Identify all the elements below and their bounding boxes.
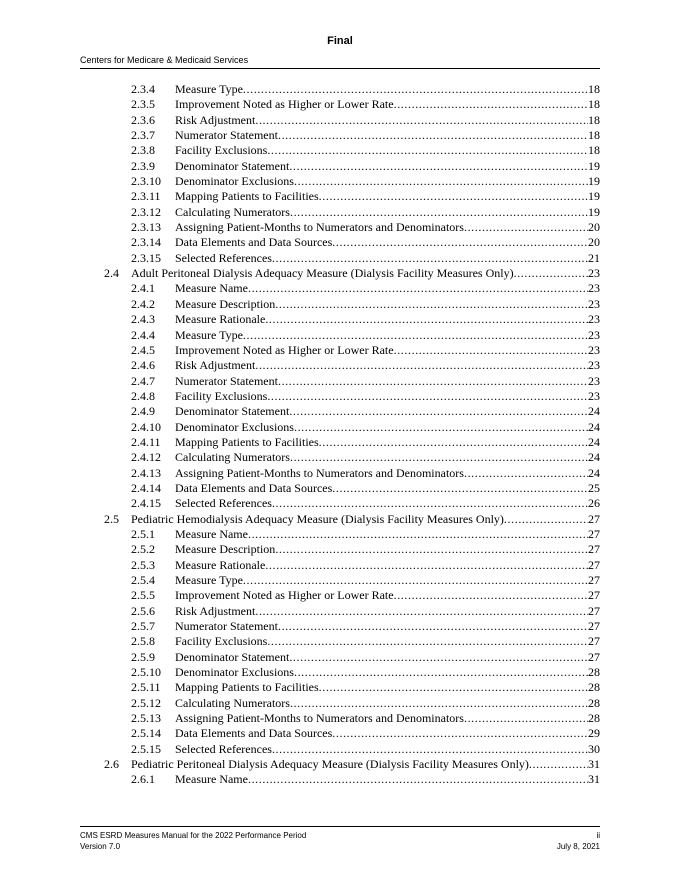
footer-date: July 8, 2021 (556, 842, 600, 851)
toc-dot-leader (278, 128, 588, 143)
toc-entry-title[interactable]: Data Elements and Data Sources (175, 480, 333, 495)
toc-entry-line (175, 281, 600, 296)
toc-dot-leader (290, 205, 588, 220)
toc-dot-leader (243, 82, 588, 97)
toc-entry[interactable] (0, 82, 680, 97)
toc-entry-number: 2.4.15 (131, 496, 161, 511)
toc-entry-number: 2.6 (104, 757, 119, 772)
toc-entry-page: 24 (588, 450, 600, 465)
toc-entry-line (131, 757, 600, 772)
toc-entry-title[interactable]: Measure Name (175, 772, 248, 787)
toc-entry-number: 2.4.7 (131, 373, 155, 388)
toc-entry-number: 2.4.12 (131, 450, 161, 465)
toc-dot-leader (332, 235, 588, 250)
toc-entry-title[interactable]: Facility Exclusions (175, 634, 268, 649)
toc-entry-page: 31 (588, 757, 600, 772)
toc-entry-line (175, 97, 600, 112)
toc-entry[interactable] (0, 281, 680, 296)
toc-entry-line (175, 481, 600, 496)
toc-dot-leader (332, 726, 588, 741)
toc-entry-line (175, 450, 600, 465)
toc-entry-number: 2.5.14 (131, 726, 161, 741)
toc-entry-title[interactable]: Mapping Patients to Facilities (175, 434, 319, 449)
toc-entry-line (175, 159, 600, 174)
toc-dot-leader (464, 711, 588, 726)
toc-entry[interactable] (0, 527, 680, 542)
toc-entry-title[interactable]: Measure Type (175, 573, 243, 587)
toc-entry-title[interactable]: Denominator Exclusions (175, 419, 294, 434)
toc-entry[interactable] (0, 97, 680, 112)
toc-dot-leader (248, 281, 588, 296)
toc-dot-leader (294, 420, 588, 435)
toc-entry-number: 2.5.15 (131, 741, 161, 756)
toc-dot-leader (514, 266, 588, 281)
toc-entry-page: 23 (588, 266, 600, 281)
toc-entry-number: 2.3.10 (131, 174, 161, 189)
toc-entry-title[interactable]: Adult Peritoneal Dialysis Adequacy Measure (Dialysis Facility Measures Only) (131, 266, 514, 281)
toc-entry-line (175, 143, 600, 158)
toc-entry-number: 2.5.3 (131, 557, 155, 572)
toc-dot-leader (290, 696, 588, 711)
toc-entry-page: 23 (588, 327, 600, 342)
toc-entry-title[interactable]: Numerator Statement (175, 373, 278, 388)
footer-divider (80, 826, 600, 827)
toc-entry[interactable] (0, 665, 680, 680)
toc-entry[interactable] (0, 742, 680, 757)
toc-entry-title[interactable]: Pediatric Hemodialysis Adequacy Measure (Dialysis Facility Measures Only) (131, 511, 504, 526)
toc-entry-line (175, 542, 600, 557)
footer-right (557, 830, 600, 852)
toc-entry-line (175, 328, 600, 343)
toc-entry-number: 2.4 (104, 266, 119, 281)
toc-entry-title[interactable]: Assigning Patient-Months to Numerators and Denominators (175, 465, 464, 480)
toc-entry-number: 2.5.2 (131, 542, 155, 557)
toc-entry[interactable] (0, 711, 680, 726)
toc-entry-page: 21 (588, 250, 600, 265)
toc-entry-line (175, 680, 600, 695)
toc-entry-page: 18 (588, 143, 600, 158)
toc-dot-leader (289, 650, 588, 665)
toc-entry-title[interactable]: Facility Exclusions (175, 143, 268, 158)
toc-entry-line (175, 174, 600, 189)
toc-entry-page: 19 (588, 189, 600, 204)
toc-entry-page: 28 (588, 695, 600, 710)
toc-entry-number: 2.4.13 (131, 465, 161, 480)
toc-entry-title[interactable]: Improvement Noted as Higher or Lower Rate (175, 97, 394, 112)
toc-entry[interactable] (0, 619, 680, 634)
toc-entry-title[interactable]: Risk Adjustment (175, 112, 256, 127)
toc-dot-leader (394, 588, 588, 603)
toc-entry-page: 19 (588, 204, 600, 219)
toc-dot-leader (529, 757, 588, 772)
toc-entry[interactable] (0, 450, 680, 465)
toc-entry-page: 27 (588, 511, 600, 526)
toc-dot-leader (294, 665, 588, 680)
toc-entry-page: 23 (588, 296, 600, 311)
toc-dot-leader (267, 634, 588, 649)
toc-entry-number: 2.4.14 (131, 480, 161, 495)
toc-entry-title[interactable]: Measure Type (175, 82, 243, 96)
toc-entry-page: 31 (588, 772, 600, 787)
toc-entry-number: 2.5.11 (131, 680, 161, 695)
footer-page-number: ii (596, 831, 600, 840)
toc-entry-page: 27 (588, 619, 600, 634)
toc-entry-title[interactable]: Selected References (175, 250, 272, 265)
toc-dot-leader (255, 358, 588, 373)
toc-entry-page: 27 (588, 588, 600, 603)
toc-entry[interactable] (0, 420, 680, 435)
toc-entry[interactable] (0, 251, 680, 266)
toc-entry-number: 2.3.12 (131, 204, 161, 219)
toc-entry-title[interactable]: Improvement Noted as Higher or Lower Rate (175, 588, 394, 603)
toc-entry-title[interactable]: Measure Rationale (175, 312, 266, 327)
header-organization: Centers for Medicare & Medicaid Services (80, 55, 249, 65)
toc-entry-line (175, 220, 600, 235)
toc-entry-line (175, 343, 600, 358)
toc-dot-leader (278, 374, 588, 389)
toc-entry-number: 2.3.6 (131, 112, 155, 127)
toc-entry[interactable] (0, 404, 680, 419)
toc-entry-number: 2.5 (104, 511, 119, 526)
toc-entry-page: 27 (588, 542, 600, 557)
toc-entry-title[interactable]: Measure Description (175, 542, 276, 557)
toc-entry-line (175, 235, 600, 250)
toc-entry[interactable] (0, 772, 680, 787)
toc-entry-line (175, 527, 600, 542)
toc-entry-number: 2.3.8 (131, 143, 155, 158)
toc-entry-number: 2.4.9 (131, 404, 155, 419)
toc-entry-number: 2.3.7 (131, 128, 155, 143)
toc-entry-line (131, 266, 600, 281)
toc-entry-page: 23 (588, 373, 600, 388)
toc-entry-page: 18 (588, 128, 600, 143)
toc-dot-leader (243, 328, 588, 343)
header-divider (80, 68, 600, 69)
toc-entry-title[interactable]: Improvement Noted as Higher or Lower Rate (175, 342, 394, 357)
toc-entry-line (175, 604, 600, 619)
toc-entry-title[interactable]: Mapping Patients to Facilities (175, 680, 319, 695)
toc-entry-number: 2.5.7 (131, 619, 155, 634)
toc-entry-page: 27 (588, 557, 600, 572)
toc-entry-number: 2.4.11 (131, 434, 161, 449)
toc-dot-leader (464, 466, 588, 481)
toc-dot-leader (294, 174, 588, 189)
toc-entry-title[interactable]: Selected References (175, 496, 272, 511)
toc-entry-line (175, 496, 600, 511)
toc-entry-line (175, 358, 600, 373)
toc-entry-title[interactable]: Measure Description (175, 296, 276, 311)
toc-entry-line (175, 389, 600, 404)
toc-entry-line (175, 619, 600, 634)
toc-entry-title[interactable]: Measure Rationale (175, 557, 266, 572)
toc-entry-title[interactable]: Denominator Statement (175, 158, 290, 173)
footer-manual-title: CMS ESRD Measures Manual for the 2022 Performance Period (80, 831, 307, 840)
toc-entry-title[interactable]: Calculating Numerators (175, 450, 290, 465)
toc-entry-page: 20 (588, 220, 600, 235)
toc-entry[interactable] (0, 358, 680, 373)
toc-entry-title[interactable]: Selected References (175, 741, 272, 756)
toc-entry[interactable] (0, 174, 680, 189)
toc-dot-leader (290, 450, 588, 465)
toc-entry-title[interactable]: Measure Name (175, 281, 248, 296)
toc-entry-line (175, 189, 600, 204)
toc-dot-leader (394, 343, 588, 358)
toc-entry-line (175, 251, 600, 266)
toc-entry-line (175, 650, 600, 665)
toc-entry-line (175, 113, 600, 128)
toc-entry-page: 27 (588, 634, 600, 649)
toc-entry-title[interactable]: Risk Adjustment (175, 358, 256, 373)
table-of-contents (0, 82, 680, 788)
toc-dot-leader (504, 512, 588, 527)
toc-entry-number: 2.3.11 (131, 189, 161, 204)
toc-entry[interactable] (0, 266, 680, 281)
toc-dot-leader (319, 435, 588, 450)
toc-entry-page: 27 (588, 573, 600, 587)
toc-entry[interactable] (0, 696, 680, 711)
toc-entry[interactable] (0, 757, 680, 772)
toc-entry-line (175, 558, 600, 573)
toc-entry-line (175, 297, 600, 312)
toc-dot-leader (267, 389, 588, 404)
toc-entry-page: 20 (588, 235, 600, 250)
toc-entry-page: 27 (588, 603, 600, 618)
toc-entry-title[interactable]: Denominator Statement (175, 649, 290, 664)
toc-entry-page: 19 (588, 158, 600, 173)
toc-entry[interactable] (0, 128, 680, 143)
toc-entry-line (175, 711, 600, 726)
toc-entry-title[interactable]: Pediatric Peritoneal Dialysis Adequacy Measure (Dialysis Facility Measures Only) (131, 757, 529, 772)
toc-entry-title[interactable]: Data Elements and Data Sources (175, 726, 333, 741)
toc-entry-line (175, 435, 600, 450)
toc-entry[interactable] (0, 297, 680, 312)
toc-entry[interactable] (0, 159, 680, 174)
toc-entry-number: 2.5.5 (131, 588, 155, 603)
toc-entry[interactable] (0, 542, 680, 557)
toc-entry-line (175, 726, 600, 741)
toc-dot-leader (272, 251, 588, 266)
toc-entry-number: 2.4.5 (131, 342, 155, 357)
toc-entry-line (175, 588, 600, 603)
toc-entry-page: 23 (588, 312, 600, 327)
toc-entry-line (175, 573, 600, 588)
toc-entry[interactable] (0, 328, 680, 343)
toc-entry-page: 23 (588, 388, 600, 403)
toc-entry-page: 24 (588, 419, 600, 434)
toc-entry[interactable] (0, 558, 680, 573)
toc-dot-leader (265, 312, 588, 327)
toc-entry-number: 2.4.6 (131, 358, 155, 373)
toc-entry-number: 2.5.8 (131, 634, 155, 649)
toc-entry-title[interactable]: Data Elements and Data Sources (175, 235, 333, 250)
toc-entry-title[interactable]: Measure Name (175, 526, 248, 541)
toc-dot-leader (243, 573, 588, 588)
toc-entry-page: 18 (588, 97, 600, 112)
toc-entry-page: 27 (588, 649, 600, 664)
toc-entry-number: 2.5.9 (131, 649, 155, 664)
toc-dot-leader (394, 97, 588, 112)
toc-dot-leader (332, 481, 588, 496)
toc-entry[interactable] (0, 481, 680, 496)
toc-entry[interactable] (0, 650, 680, 665)
footer-version: Version 7.0 (80, 842, 121, 851)
toc-entry[interactable] (0, 312, 680, 327)
toc-entry-title[interactable]: Facility Exclusions (175, 388, 268, 403)
toc-dot-leader (319, 680, 588, 695)
toc-dot-leader (289, 159, 588, 174)
toc-entry[interactable] (0, 205, 680, 220)
toc-dot-leader (289, 404, 588, 419)
toc-entry-title[interactable]: Numerator Statement (175, 128, 278, 143)
toc-entry-number: 2.5.1 (131, 526, 155, 541)
toc-entry-title[interactable]: Assigning Patient-Months to Numerators and Denominators (175, 711, 464, 726)
toc-entry-title[interactable]: Denominator Exclusions (175, 665, 294, 680)
toc-entry-page: 19 (588, 174, 600, 189)
toc-entry-page: 28 (588, 665, 600, 680)
toc-entry-title[interactable]: Calculating Numerators (175, 695, 290, 710)
toc-entry-title[interactable]: Denominator Exclusions (175, 174, 294, 189)
toc-entry-number: 2.3.13 (131, 220, 161, 235)
toc-dot-leader (464, 220, 588, 235)
toc-entry-number: 2.4.4 (131, 327, 155, 342)
toc-entry-line (131, 512, 600, 527)
toc-entry-number: 2.5.4 (131, 573, 155, 587)
toc-entry[interactable] (0, 113, 680, 128)
toc-entry-number: 2.3.5 (131, 97, 155, 112)
toc-entry-number: 2.3.9 (131, 158, 155, 173)
toc-entry[interactable] (0, 634, 680, 649)
toc-entry[interactable] (0, 512, 680, 527)
toc-entry-title[interactable]: Assigning Patient-Months to Numerators and Denominators (175, 220, 464, 235)
toc-entry[interactable] (0, 573, 680, 588)
toc-dot-leader (265, 558, 588, 573)
toc-entry-line (175, 466, 600, 481)
toc-entry[interactable] (0, 235, 680, 250)
toc-dot-leader (248, 772, 588, 787)
toc-dot-leader (267, 143, 588, 158)
toc-entry[interactable] (0, 143, 680, 158)
toc-entry-page: 18 (588, 112, 600, 127)
toc-entry[interactable] (0, 374, 680, 389)
toc-entry-number: 2.3.14 (131, 235, 161, 250)
toc-entry-page: 24 (588, 465, 600, 480)
toc-entry-number: 2.5.13 (131, 711, 161, 726)
toc-dot-leader (319, 189, 588, 204)
toc-entry[interactable] (0, 220, 680, 235)
toc-entry-line (175, 634, 600, 649)
toc-entry-line (175, 205, 600, 220)
toc-entry-title[interactable]: Measure Type (175, 327, 243, 342)
toc-entry-number: 2.6.1 (131, 772, 155, 787)
toc-entry-page: 25 (588, 480, 600, 495)
toc-entry-page: 29 (588, 726, 600, 741)
toc-dot-leader (255, 113, 588, 128)
toc-entry[interactable] (0, 189, 680, 204)
toc-entry-number: 2.5.6 (131, 603, 155, 618)
toc-entry-page: 24 (588, 404, 600, 419)
toc-entry-number: 2.4.3 (131, 312, 155, 327)
toc-dot-leader (278, 619, 588, 634)
toc-entry-number: 2.4.10 (131, 419, 161, 434)
toc-entry[interactable] (0, 604, 680, 619)
toc-entry-number: 2.3.4 (131, 82, 155, 96)
toc-entry-line (175, 82, 600, 97)
toc-entry[interactable] (0, 466, 680, 481)
toc-entry-number: 2.4.2 (131, 296, 155, 311)
toc-entry-line (175, 665, 600, 680)
toc-entry-page: 24 (588, 434, 600, 449)
toc-entry-number: 2.3.15 (131, 250, 161, 265)
toc-entry[interactable] (0, 435, 680, 450)
toc-entry-line (175, 420, 600, 435)
toc-entry-number: 2.5.12 (131, 695, 161, 710)
toc-entry-number: 2.4.8 (131, 388, 155, 403)
toc-entry-title[interactable]: Numerator Statement (175, 619, 278, 634)
toc-entry-title[interactable]: Calculating Numerators (175, 204, 290, 219)
toc-entry[interactable] (0, 389, 680, 404)
toc-entry[interactable] (0, 496, 680, 511)
toc-entry-page: 30 (588, 741, 600, 756)
toc-entry-number: 2.4.1 (131, 281, 155, 296)
toc-entry-line (175, 128, 600, 143)
toc-entry-page: 28 (588, 711, 600, 726)
toc-entry-line (175, 772, 600, 787)
toc-entry-line (175, 696, 600, 711)
toc-dot-leader (255, 604, 588, 619)
toc-dot-leader (275, 297, 588, 312)
toc-entry-page: 23 (588, 281, 600, 296)
toc-entry[interactable] (0, 343, 680, 358)
toc-entry[interactable] (0, 588, 680, 603)
toc-dot-leader (275, 542, 588, 557)
toc-entry[interactable] (0, 726, 680, 741)
toc-entry-page: 18 (588, 82, 600, 96)
toc-entry-page: 28 (588, 680, 600, 695)
toc-entry-page: 27 (588, 526, 600, 541)
toc-dot-leader (272, 496, 588, 511)
toc-entry-page: 23 (588, 358, 600, 373)
toc-entry-page: 26 (588, 496, 600, 511)
toc-entry-title[interactable]: Risk Adjustment (175, 603, 256, 618)
toc-dot-leader (272, 742, 588, 757)
toc-entry-title[interactable]: Mapping Patients to Facilities (175, 189, 319, 204)
toc-entry-title[interactable]: Denominator Statement (175, 404, 290, 419)
toc-entry-page: 23 (588, 342, 600, 357)
toc-entry[interactable] (0, 680, 680, 695)
toc-entry-number: 2.5.10 (131, 665, 161, 680)
footer-left (80, 830, 306, 852)
toc-entry-line (175, 312, 600, 327)
toc-dot-leader (248, 527, 588, 542)
toc-entry-line (175, 404, 600, 419)
page-title: Final (327, 35, 353, 47)
toc-entry-line (175, 374, 600, 389)
toc-entry-line (175, 742, 600, 757)
